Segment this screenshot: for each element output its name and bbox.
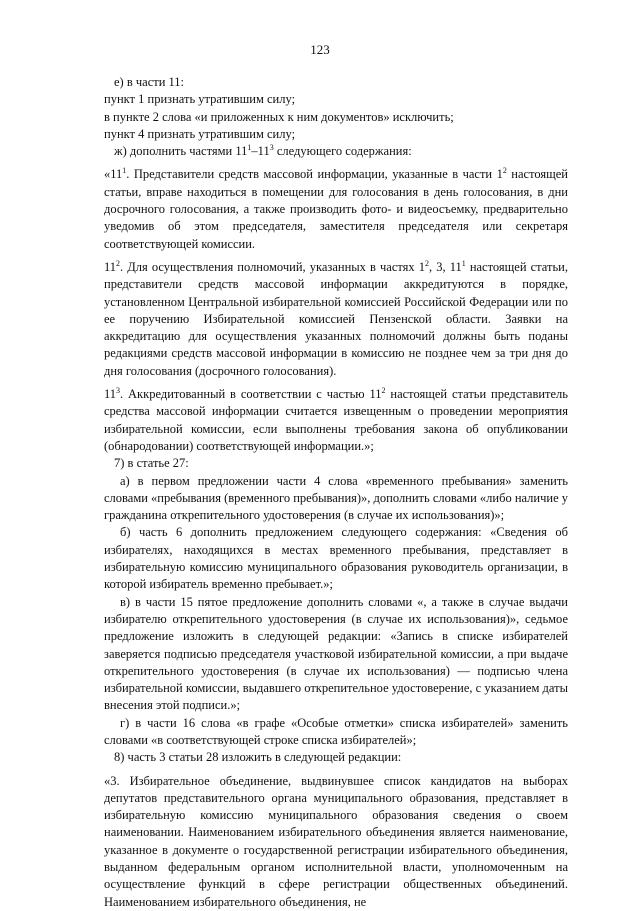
paragraph-subitem-b: б) часть 6 дополнить предложением следующего содержания: «Сведения об избирателях, находящихся в местах временного пребывания, представляет в избирательную комиссию муниципального образования руководитель организации, в которой избиратель временно пребывает.»; bbox=[104, 525, 568, 592]
paragraph-item-zh: ж) дополнить частями $11^1-11^3$ следующего содержания: bbox=[114, 143, 412, 159]
paragraph-point-4: пункт 4 признать утратившим силу; bbox=[104, 126, 296, 141]
paragraph-part-11-2: $11^2$. Для осуществления полномочий, указанных в частях $1^2$, 3, $11^1$ настоящей статьи, представители средств массовой информации аккредитуются в порядке, установленном Центральной избирательной комиссией Российской Федерации или по ее поручению Избирательной комиссией Пензенской области. Заявки на аккредитацию для осуществления указанных полномочий должны быть поданы редакциями средств массовой информации в комиссию не позднее чем за три дня до дня голосования (досрочного голосования). bbox=[104, 258, 568, 378]
paragraph-subitem-a: а) в первом предложении части 4 слова «временного пребывания» заменить словами «пребывания (временного пребывания)», дополнить словами «либо наличие у гражданина открепительного удостоверения (в случае их использования)»; bbox=[104, 473, 568, 523]
paragraph-subitem-v: в) в части 15 пятое предложение дополнить словами «, а также в случае выдачи избирателю открепительного удостоверения (в случае их использования)», седьмое предложение изложить в следующей редакции: «Запись в списке избирателей заверяется подписью председателя участковой избирательной комиссии, а при выдаче открепительного удостоверения (в случае их использования) — подписью члена избирательной комиссии, выдавшего открепительное удостоверение, с указанием даты внесения этой подписи.»; bbox=[104, 594, 568, 713]
paragraph-point-1: пункт 1 признать утратившим силу; bbox=[104, 92, 296, 107]
paragraph-part-3: «3. Избирательное объединение, выдвинувшее список кандидатов на выборах депутатов представительного органа муниципального образования, представляет в избирательную комиссию муниципального образования сведения о своем наименовании. Наименованием избирательного объединения является наименование, указанное в документе о государственной регистрации избирательного объединения, выданном федеральным органом исполнительной власти, уполномоченным на осуществление функций в сфере регистрации общественных объединений. Наименованием избирательного объединения, не bbox=[104, 773, 568, 909]
document-body bbox=[104, 74, 568, 911]
paragraph-item-7: 7) в статье 27: bbox=[114, 456, 189, 471]
paragraph-item-8: 8) часть 3 статьи 28 изложить в следующей редакции: bbox=[114, 750, 402, 765]
paragraph-part-11-3: $11^3$. Аккредитованный в соответствии с частью $11^2$ настоящей статьи представитель средства массовой информации считается извещенным о проведении мероприятия избирательной комиссии, если выполнены требования закона об опубликовании (обнародовании) соответствующей информации.»; bbox=[104, 385, 568, 453]
paragraph-part-11-1: «$11^1$. Представители средств массовой информации, указанные в части $1^2$ настоящей статьи, вправе находиться в помещении для голосования в день голосования, в дни досрочного голосования, а также производить фото- и видеосъемку, предварительно уведомив об этом председателя, заместителя председателя или секретаря соответствующей комиссии. bbox=[104, 166, 568, 251]
paragraph-subitem-g: г) в части 16 слова «в графе «Особые отметки» списка избирателей» заменить словами «в соответствующей строке списка избирателей»; bbox=[104, 715, 568, 747]
paragraph-point-2: в пункте 2 слова «и приложенных к ним документов» исключить; bbox=[104, 109, 454, 124]
paragraph-item-e: е) в части 11: bbox=[114, 75, 185, 89]
page-number: 123 bbox=[310, 42, 330, 57]
